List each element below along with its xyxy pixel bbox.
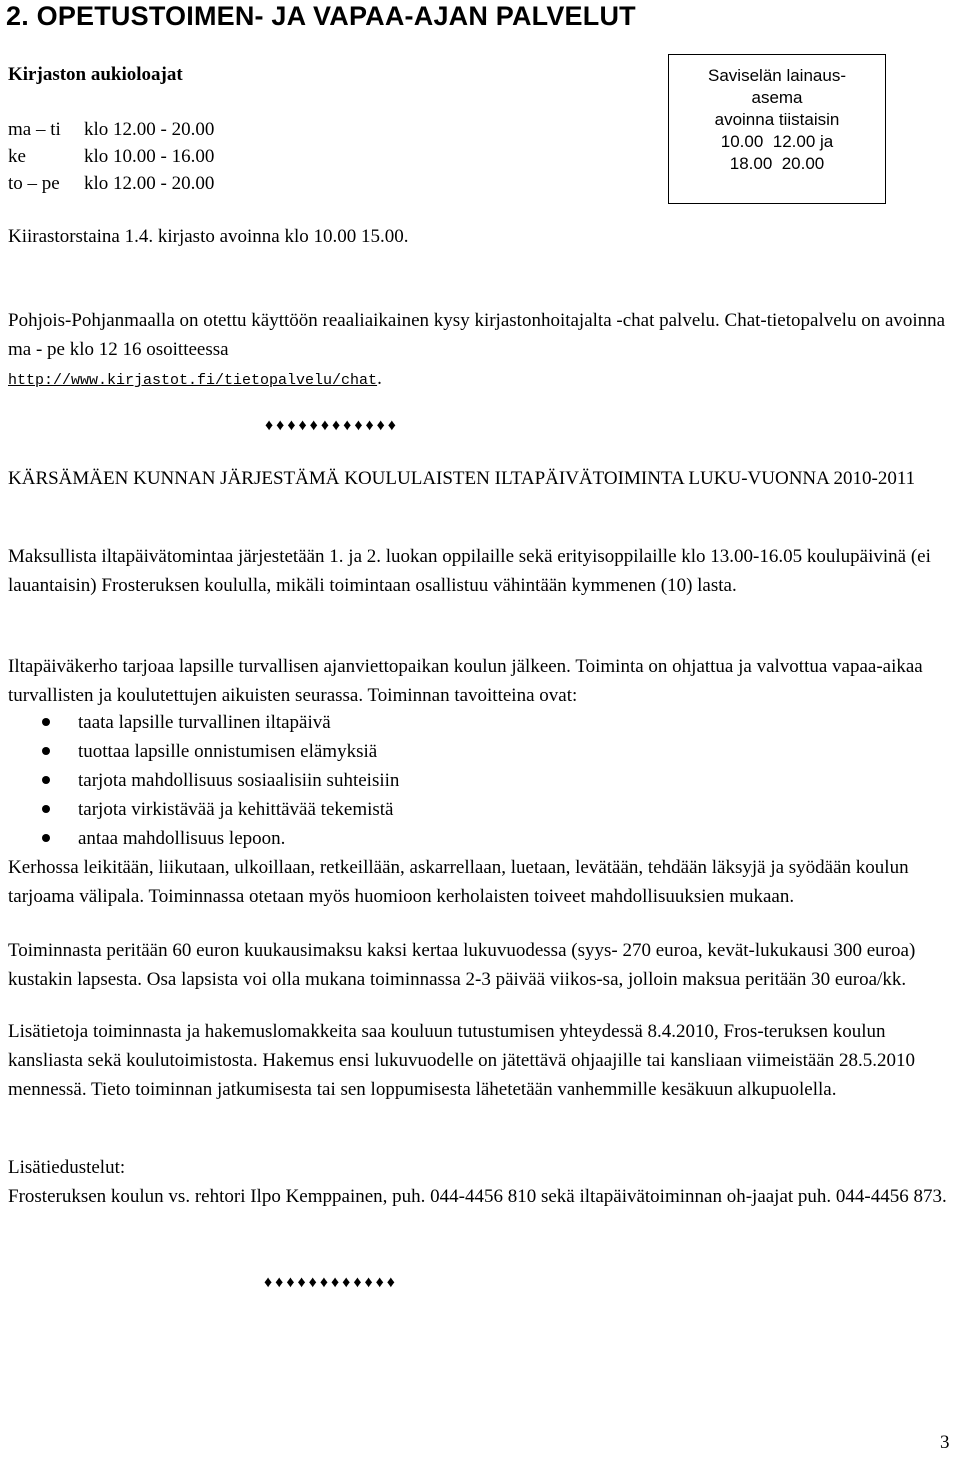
hours-row	[8, 116, 214, 143]
contact-label: Lisätiedustelut:	[8, 1157, 126, 1178]
hours-day: ma – ti	[8, 119, 61, 140]
library-hours-list	[8, 116, 214, 197]
box-line: avoinna tiistaisin	[714, 110, 840, 129]
hours-row	[8, 143, 214, 170]
chat-link[interactable]: http://www.kirjastot.fi/tietopalvelu/chat	[8, 372, 378, 389]
contact-text: Frosteruksen koulun vs. rehtori Ilpo Kemppainen, puh. 044-4456 810 sekä iltapäivätoiminnan oh-jaajat puh. 044-4456 873.	[8, 1186, 947, 1207]
list-item: tuottaa lapsille onnistumisen elämyksiä	[8, 737, 399, 766]
lending-station-box	[668, 54, 886, 204]
box-line: asema	[751, 88, 803, 107]
intro-paragraph: Maksullista iltapäivätomintaa järjestetään 1. ja 2. luokan oppilaille sekä erityisoppilaille klo 13.00-16.05 koulupäivinä (ei lauantaisin) Frosteruksen koululla, mikäli toimintaan osallistuu vähintään kymmenen (10) lasta.	[8, 546, 931, 596]
hours-time: klo 12.00 - 20.00	[84, 173, 215, 194]
section-title: KÄRSÄMÄEN KUNNAN JÄRJESTÄMÄ KOULULAISTEN ILTAPÄIVÄTOIMINTA LUKU-VUONNA 2010-2011	[8, 468, 916, 489]
chat-link-period: .	[377, 368, 382, 389]
box-line: 18.00 20.00	[729, 154, 825, 173]
contact-paragraph	[8, 1153, 948, 1211]
diamond-divider: ♦♦♦♦♦♦♦♦♦♦♦♦	[265, 417, 399, 434]
box-line: 10.00 12.00 ja	[720, 132, 834, 151]
hours-day: ke	[8, 146, 26, 167]
list-item: tarjota mahdollisuus sosiaalisiin suhteisiin	[8, 766, 399, 795]
box-line: Saviselän lainaus-	[708, 66, 846, 85]
list-item: tarjota virkistävää ja kehittävää tekemistä	[8, 795, 399, 824]
hours-time: klo 12.00 - 20.00	[84, 119, 215, 140]
hours-day: to – pe	[8, 173, 60, 194]
list-item: taata lapsille turvallinen iltapäivä	[8, 708, 399, 737]
fees-paragraph: Toiminnasta peritään 60 euron kuukausimaksu kaksi kertaa lukuvuodessa (syys- 270 euroa, kevät-lukukausi 300 euroa) kustakin lapsesta. Osa lapsista voi olla mukana toiminnassa 2-3 päivää viikos-sa, jolloin maksua peritään 30 euroa/kk.	[8, 940, 916, 990]
page-heading: 2. OPETUSTOIMEN- JA VAPAA-AJAN PALVELUT	[6, 1, 636, 31]
hours-time: klo 10.00 - 16.00	[84, 146, 215, 167]
page-number: 3	[940, 1432, 950, 1453]
list-item: antaa mahdollisuus lepoon.	[8, 824, 399, 853]
chat-paragraph	[8, 306, 948, 395]
diamond-divider: ♦♦♦♦♦♦♦♦♦♦♦♦	[264, 1274, 398, 1291]
chat-text: Pohjois-Pohjanmaalla on otettu käyttöön reaaliaikainen kysy kirjastonhoitajalta -chat palvelu. Chat-tietopalvelu on avoinna ma - pe klo 12 16 osoitteessa	[8, 310, 946, 360]
hours-row	[8, 170, 214, 197]
goals-intro-paragraph: Iltapäiväkerho tarjoaa lapsille turvallisen ajanviettopaikan koulun jälkeen. Toiminta on ohjattua ja valvottua vapaa-aikaa turvallisten ja koulutettujen aikuisten seurassa. Toiminnan tavoitteina ovat:	[8, 656, 923, 706]
application-paragraph: Lisätietoja toiminnasta ja hakemuslomakkeita saa kouluun tutustumisen yhteydessä 8.4.2010, Fros-teruksen koulun kansliasta sekä koulutoimistosta. Hakemus ensi lukuvuodelle on jätettävä ohjaajille tai kansliaan viimeistään 28.5.2010 mennessä. Tieto toiminnan jatkumisesta tai sen loppumisesta lähetetään vanhemmille kesäkuun alkupuolella.	[8, 1021, 916, 1100]
goals-list	[8, 708, 399, 853]
easter-hours-note: Kiirastorstaina 1.4. kirjasto avoinna klo 10.00 15.00.	[8, 226, 409, 247]
library-hours-title: Kirjaston aukioloajat	[8, 64, 183, 85]
activities-paragraph: Kerhossa leikitään, liikutaan, ulkoillaan, retkeillään, askarrellaan, luetaan, levätään, tehdään läksyjä ja syödään koulun tarjoama välipala. Toiminnassa otetaan myös huomioon kerholaisten toiveet mahdollisuuksien mukaan.	[8, 857, 909, 907]
